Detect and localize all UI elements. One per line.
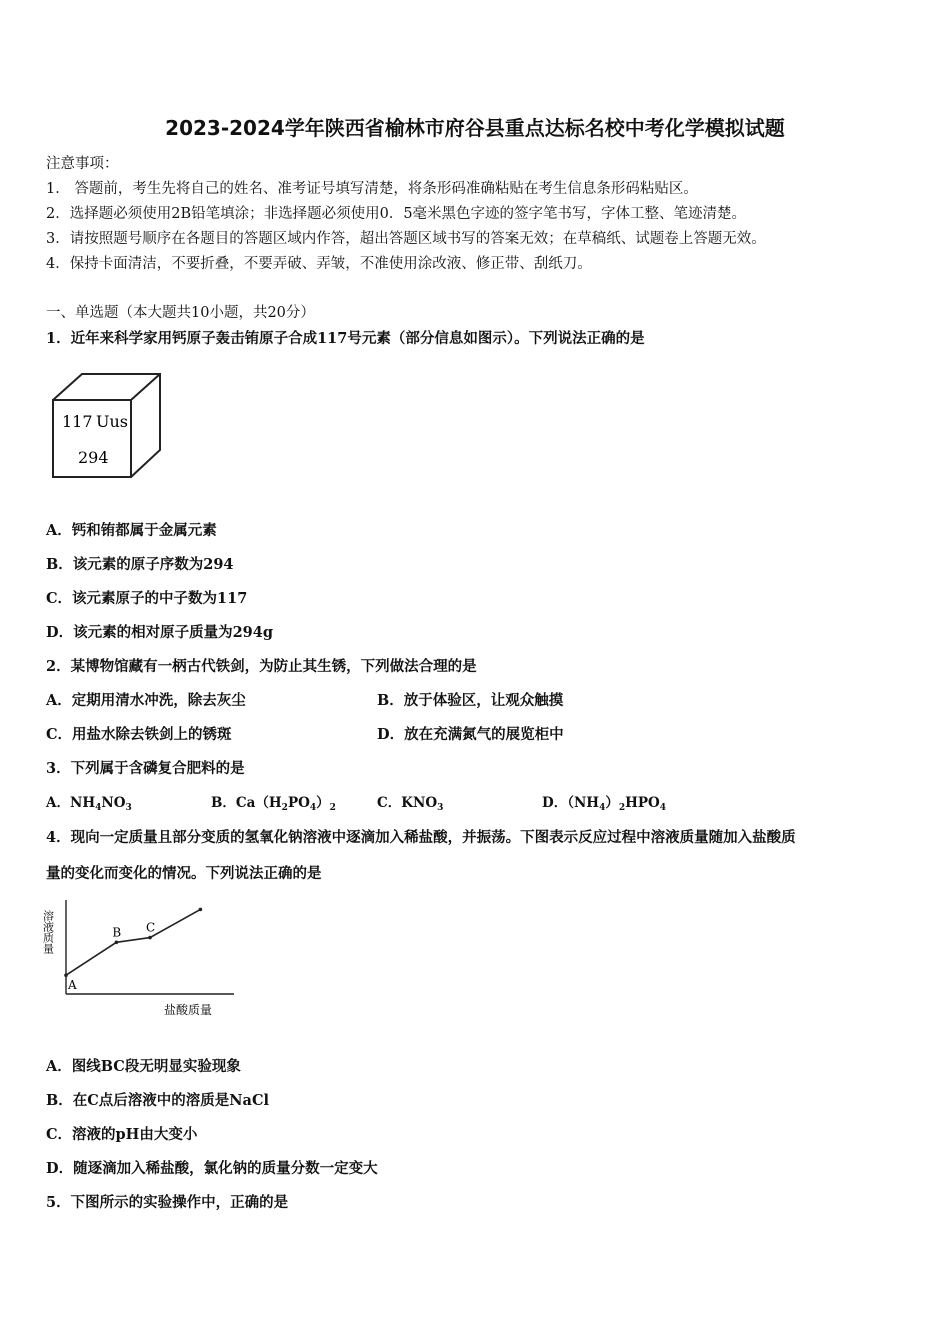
data-point <box>115 941 119 945</box>
question-3-stem: 3．下列属于含磷复合肥料的是 <box>46 760 245 777</box>
notice-heading: 注意事项： <box>46 156 119 172</box>
question-5-stem: 5．下图所示的实验操作中，正确的是 <box>46 1194 289 1211</box>
q2-option-b: B．放于体验区，让观众触摸 <box>377 692 564 709</box>
notice-item: 1． 答题前，考生先将自己的姓名、准考证号填写清楚，将条形码准确粘贴在考生信息条形码粘贴区。 <box>46 181 698 197</box>
q1-option-c: C．该元素原子的中子数为117 <box>46 590 248 607</box>
series-line <box>66 909 200 975</box>
x-axis-label: 盐酸质量 <box>164 1003 213 1017</box>
element-cube-figure <box>50 370 165 482</box>
q3-option-c: C．$KNO_3$ <box>377 795 444 813</box>
data-point <box>64 973 68 977</box>
q3-option-d: D．$(NH_4)_2HPO_4$ <box>542 795 667 813</box>
element-number: 117 <box>62 412 93 431</box>
point-label: C <box>146 920 156 935</box>
question-2-stem: 2．某博物馆藏有一柄古代铁剑，为防止其生锈，下列做法合理的是 <box>46 658 477 675</box>
y-axis-label: 溶液质量 <box>41 910 55 954</box>
q1-option-a: A．钙和铕都属于金属元素 <box>46 522 217 539</box>
q3-option-a: A．$NH_4NO_3$ <box>46 795 132 813</box>
point-label: B <box>112 925 122 940</box>
q2-option-c: C．用盐水除去铁剑上的锈斑 <box>46 726 232 743</box>
element-mass: 294 <box>78 448 109 467</box>
page-title: 2023-2024学年陕西省榆林市府谷县重点达标名校中考化学模拟试题 <box>165 116 785 140</box>
q4-option-a: A．图线BC段无明显实验现象 <box>46 1058 241 1075</box>
q4-line-chart <box>41 894 244 1024</box>
q4-option-c: C．溶液的pH由大变小 <box>46 1126 198 1143</box>
q3-option-b: B．$Ca(H_2PO_4)_2$ <box>211 795 336 813</box>
q1-option-b: B．该元素的原子序数为294 <box>46 556 234 573</box>
notice-item: 4．保持卡面清洁，不要折叠，不要弄破、弄皱，不准使用涂改液、修正带、刮纸刀。 <box>46 256 592 272</box>
q2-option-d: D．放在充满氮气的展览柜中 <box>377 726 564 743</box>
data-point <box>199 908 203 912</box>
q2-option-a: A．定期用清水冲洗，除去灰尘 <box>46 692 246 709</box>
q4-option-b: B．在C点后溶液中的溶质是NaCl <box>46 1092 269 1109</box>
q1-option-d: D．该元素的相对原子质量为294g <box>46 624 273 641</box>
question-4-stem-line1: 4．现向一定质量且部分变质的氢氧化钠溶液中逐滴加入稀盐酸，并振荡。下图表示反应过程中溶液质量随加入盐酸质 <box>46 829 796 846</box>
data-point <box>148 936 152 940</box>
notice-item: 3．请按照题号顺序在各题目的答题区域内作答，超出答题区域书写的答案无效；在草稿纸、试题卷上答题无效。 <box>46 231 766 247</box>
section-heading: 一、单选题（本大题共10小题，共20分） <box>46 305 315 321</box>
question-1-stem: 1．近年来科学家用钙原子轰击铕原子合成117号元素（部分信息如图示）。下列说法正确的是 <box>46 330 645 347</box>
q4-option-d: D．随逐滴加入稀盐酸，氯化钠的质量分数一定变大 <box>46 1160 378 1177</box>
point-label: A <box>68 978 77 993</box>
notice-item: 2．选择题必须使用2B铅笔填涂；非选择题必须使用0．5毫米黑色字迹的签字笔书写，字体工整、笔迹清楚。 <box>46 206 747 222</box>
question-4-stem-line2: 量的变化而变化的情况。下列说法正确的是 <box>46 865 322 882</box>
element-symbol: Uus <box>96 412 128 431</box>
